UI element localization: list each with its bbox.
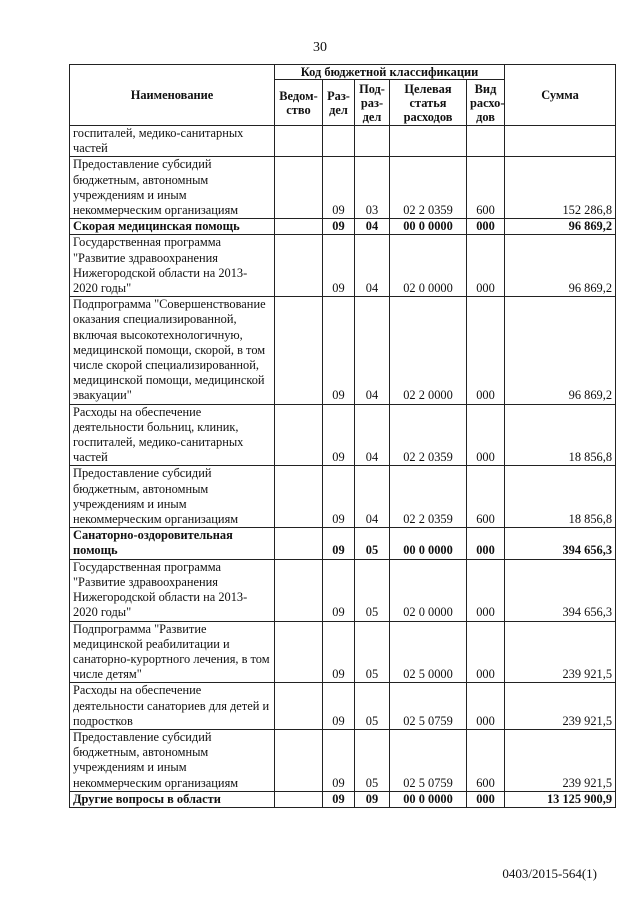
cell-name: Расходы на обеспечение деятельности больниц, клиник, госпиталей, медико-санитарных частей [70, 404, 275, 466]
cell-target: 00 0 0000 [390, 791, 467, 807]
cell-vid: 000 [467, 404, 505, 466]
cell-vid: 000 [467, 297, 505, 404]
table-row [70, 466, 616, 528]
cell-target: 02 2 0359 [390, 466, 467, 528]
cell-target: 02 5 0759 [390, 729, 467, 791]
table-row [70, 528, 616, 559]
cell-name: Подпрограмма "Развитие медицинской реабилитации и санаторно-курортного лечения, в том числе детям" [70, 621, 275, 683]
cell-razdel: 09 [323, 621, 355, 683]
cell-vedomstvo [275, 157, 323, 219]
cell-vedomstvo [275, 559, 323, 621]
cell-vid: 600 [467, 729, 505, 791]
header-razdel: Раз-дел [323, 80, 355, 126]
cell-vid: 600 [467, 466, 505, 528]
cell-sum: 394 656,3 [505, 528, 616, 559]
cell-vedomstvo [275, 126, 323, 157]
cell-vedomstvo [275, 404, 323, 466]
cell-podrazdel: 05 [355, 528, 390, 559]
cell-sum: 96 869,2 [505, 219, 616, 235]
cell-name: Государственная программа "Развитие здравоохранения Нижегородской области на 2013-2020 годы" [70, 559, 275, 621]
cell-vedomstvo [275, 683, 323, 730]
cell-sum: 96 869,2 [505, 235, 616, 297]
table-row [70, 621, 616, 683]
cell-name: Подпрограмма "Совершенствование оказания специализированной, включая высокотехнологичную, медицинской помощи, скорой, в том числе скорой специализированной, медицинской помощи, медицинской эвакуации" [70, 297, 275, 404]
cell-vedomstvo [275, 466, 323, 528]
cell-name: госпиталей, медико-санитарных частей [70, 126, 275, 157]
cell-sum: 152 286,8 [505, 157, 616, 219]
cell-target: 02 0 0000 [390, 235, 467, 297]
cell-sum [505, 126, 616, 157]
table-row [70, 729, 616, 791]
table-row [70, 683, 616, 730]
cell-target: 02 2 0359 [390, 404, 467, 466]
cell-sum: 96 869,2 [505, 297, 616, 404]
table-row [70, 235, 616, 297]
cell-razdel: 09 [323, 466, 355, 528]
cell-razdel [323, 126, 355, 157]
cell-target [390, 126, 467, 157]
cell-podrazdel: 04 [355, 235, 390, 297]
header-target: Целевая статья расходов [390, 80, 467, 126]
header-sum: Сумма [505, 65, 616, 126]
cell-sum: 239 921,5 [505, 729, 616, 791]
table-row [70, 791, 616, 807]
cell-target: 00 0 0000 [390, 528, 467, 559]
page-number: 30 [313, 40, 327, 55]
cell-razdel: 09 [323, 235, 355, 297]
cell-sum: 239 921,5 [505, 621, 616, 683]
cell-vedomstvo [275, 528, 323, 559]
cell-vedomstvo [275, 729, 323, 791]
cell-sum: 394 656,3 [505, 559, 616, 621]
cell-razdel: 09 [323, 791, 355, 807]
header-vedomstvo: Ведом-ство [275, 80, 323, 126]
table-row [70, 157, 616, 219]
header-name: Наименование [70, 65, 275, 126]
table-row [70, 404, 616, 466]
cell-podrazdel: 04 [355, 219, 390, 235]
cell-vid: 000 [467, 235, 505, 297]
cell-razdel: 09 [323, 559, 355, 621]
cell-target: 02 5 0759 [390, 683, 467, 730]
cell-name: Санаторно-оздоровительная помощь [70, 528, 275, 559]
cell-vid: 000 [467, 559, 505, 621]
cell-vedomstvo [275, 791, 323, 807]
cell-vedomstvo [275, 297, 323, 404]
cell-podrazdel: 04 [355, 404, 390, 466]
cell-target: 02 0 0000 [390, 559, 467, 621]
cell-name: Предоставление субсидий бюджетным, автономным учреждениям и иным некоммерческим организациям [70, 729, 275, 791]
cell-vid: 000 [467, 621, 505, 683]
document-code: 0403/2015-564(1) [502, 866, 597, 881]
table-row [70, 559, 616, 621]
cell-podrazdel: 05 [355, 621, 390, 683]
header-budget-code: Код бюджетной классификации [275, 65, 505, 80]
cell-podrazdel: 05 [355, 559, 390, 621]
cell-vid: 000 [467, 683, 505, 730]
header-vid: Вид расхо-дов [467, 80, 505, 126]
cell-sum: 239 921,5 [505, 683, 616, 730]
table-body [70, 126, 616, 808]
table-row [70, 219, 616, 235]
cell-vid: 600 [467, 157, 505, 219]
cell-vid [467, 126, 505, 157]
table-row [70, 297, 616, 404]
cell-razdel: 09 [323, 404, 355, 466]
cell-razdel: 09 [323, 297, 355, 404]
cell-razdel: 09 [323, 729, 355, 791]
cell-podrazdel: 05 [355, 729, 390, 791]
cell-podrazdel [355, 126, 390, 157]
cell-vedomstvo [275, 621, 323, 683]
cell-vedomstvo [275, 235, 323, 297]
cell-razdel: 09 [323, 157, 355, 219]
cell-podrazdel: 05 [355, 683, 390, 730]
cell-razdel: 09 [323, 683, 355, 730]
cell-target: 02 2 0359 [390, 157, 467, 219]
cell-name: Государственная программа "Развитие здравоохранения Нижегородской области на 2013-2020 годы" [70, 235, 275, 297]
cell-sum: 18 856,8 [505, 404, 616, 466]
cell-vid: 000 [467, 219, 505, 235]
cell-vid: 000 [467, 791, 505, 807]
cell-name: Расходы на обеспечение деятельности санаториев для детей и подростков [70, 683, 275, 730]
cell-name: Скорая медицинская помощь [70, 219, 275, 235]
cell-vid: 000 [467, 528, 505, 559]
cell-podrazdel: 04 [355, 466, 390, 528]
cell-razdel: 09 [323, 219, 355, 235]
header-podrazdel: Под-раз-дел [355, 80, 390, 126]
table-row [70, 126, 616, 157]
cell-vedomstvo [275, 219, 323, 235]
cell-name: Предоставление субсидий бюджетным, автономным учреждениям и иным некоммерческим организациям [70, 157, 275, 219]
cell-podrazdel: 09 [355, 791, 390, 807]
cell-razdel: 09 [323, 528, 355, 559]
cell-target: 02 5 0000 [390, 621, 467, 683]
cell-target: 02 2 0000 [390, 297, 467, 404]
budget-table [69, 64, 616, 808]
cell-sum: 18 856,8 [505, 466, 616, 528]
cell-podrazdel: 04 [355, 297, 390, 404]
cell-podrazdel: 03 [355, 157, 390, 219]
cell-name: Предоставление субсидий бюджетным, автономным учреждениям и иным некоммерческим организациям [70, 466, 275, 528]
cell-sum: 13 125 900,9 [505, 791, 616, 807]
cell-target: 00 0 0000 [390, 219, 467, 235]
cell-name: Другие вопросы в области [70, 791, 275, 807]
